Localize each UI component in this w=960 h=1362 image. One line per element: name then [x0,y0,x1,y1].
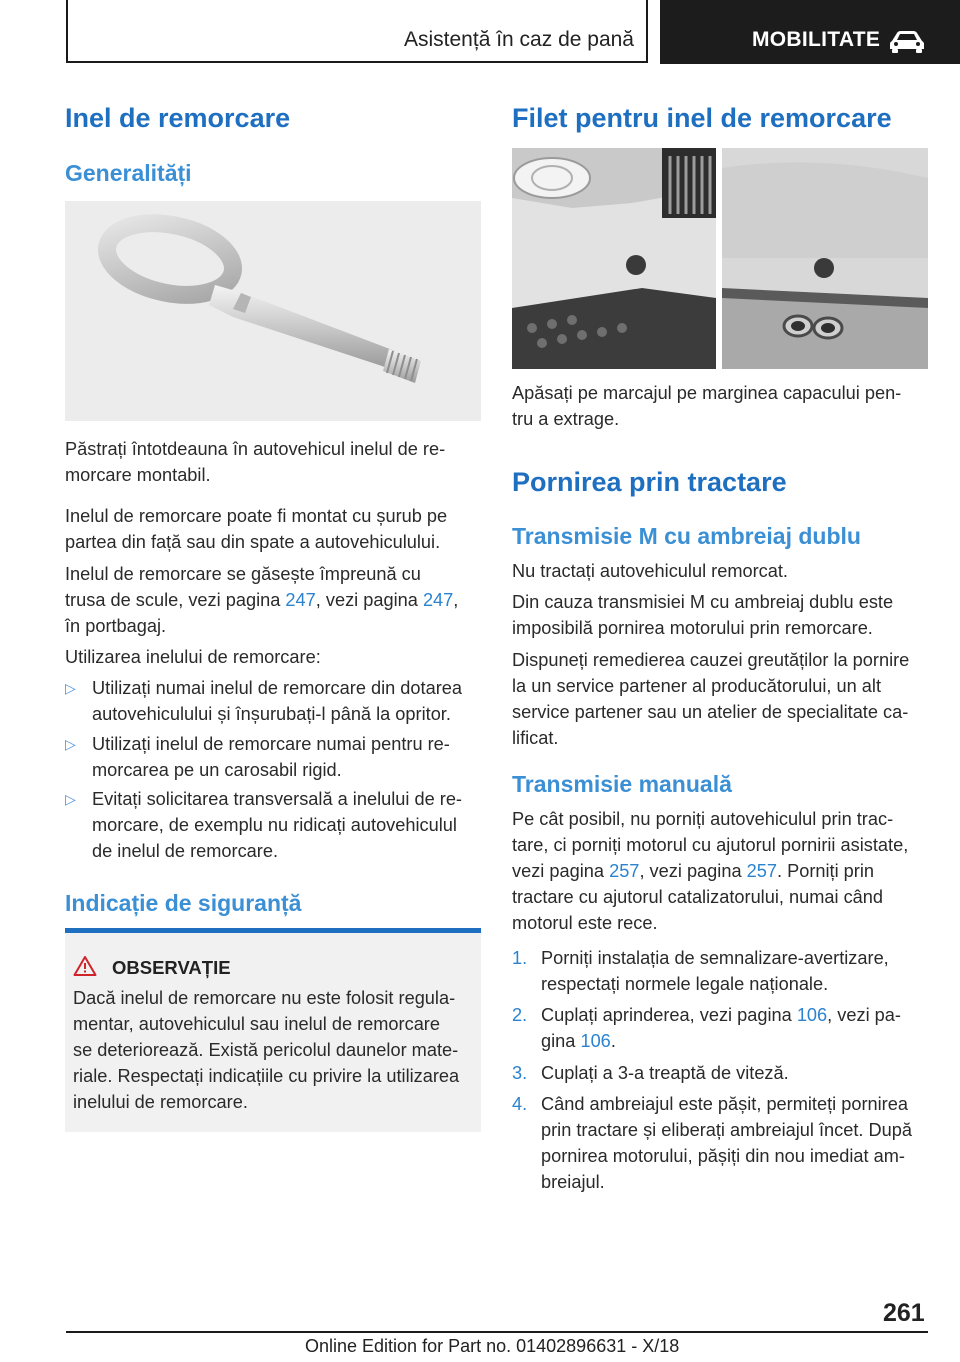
heading-tow-start: Pornirea prin tractare [512,467,787,497]
subheading-general: Generalități [65,160,192,186]
paragraph-location-sep: , vezi pagina [315,590,423,610]
step-text: breiajul. [541,1172,605,1192]
bullet-triangle-icon: ▷ [65,736,76,752]
header-section-title: Asistență în caz de pană [404,28,634,51]
paragraph-location [65,561,483,639]
paragraph-keep-ring: Păstrați întotdeauna în autovehicul inelul de re- morcare montabil. [65,439,446,485]
bullet-triangle-icon: ▷ [65,680,76,696]
paragraph-manual-line2: tare, ci porniți motorul cu ajutorul pornirii asistate, [512,835,909,855]
step-number: 1. [512,948,528,968]
footer-edition-text: Online Edition for Part no. 01402896631 - X/18 [305,1336,680,1356]
header-chapter-tab [660,0,960,64]
front-bumper-illustration [512,148,716,369]
paragraph-manual-sep: , vezi pagina [639,861,747,881]
footer-rule [66,1331,928,1333]
page-number: 261 [883,1299,925,1327]
rear-bumper-image [722,148,928,369]
paragraph-manual-line1: Pe cât posibil, nu porniți autovehiculul prin trac- [512,809,894,829]
paragraph-location-line1: Inelul de remorcare se găsește împreună cu [65,564,421,584]
paragraph-location-comma: , [453,590,459,610]
notice-box [65,933,481,1132]
paragraph-manual-start [512,806,930,936]
step-text: respectați normele legale naționale. [541,974,829,994]
page-link-257-first[interactable]: 257 [609,861,640,881]
step-item [541,1060,933,1086]
paragraph-service: Dispuneți remedierea cauzei greutăților la pornire la un service partener al producătorului, un alt service partener sau un atelier de specialitate ca- lificat. [512,650,910,748]
front-bumper-image [512,148,716,369]
step-number: 2. [512,1005,528,1025]
paragraph-manual-line5: motorul este rece. [512,913,658,933]
step-text: pornirea motorului, pășiți din nou imediat am- [541,1146,905,1166]
bullet-item: Utilizați numai inelul de remorcare din dotarea autovehiculului și înșurubați-l până la opritor. [92,678,462,724]
header-chapter-label: MOBILITATE [752,28,881,51]
bullet-triangle-icon: ▷ [65,791,76,807]
tow-ring-image [65,201,481,421]
page-link-257-second[interactable]: 257 [746,861,777,881]
bullet-item: Evitați solicitarea transversală a inelului de re- morcare, de exemplu nu ridicați autovehiculul de inelul de remorcare. [92,789,462,861]
page-link-106-second[interactable]: 106 [580,1031,611,1051]
paragraph-location-trunk: în portbagaj. [65,616,167,636]
step-text: . [610,1031,616,1051]
step-text: prin tractare și eliberați ambreiajul încet. După [541,1120,912,1140]
step-item [541,1002,933,1054]
paragraph-manual-text: vezi pagina [512,861,610,881]
step-text: , vezi pa- [827,1005,901,1025]
car-icon [888,28,926,54]
step-number: 4. [512,1094,528,1114]
paragraph-no-tow: Nu tractați autovehiculul remorcat. [512,561,788,581]
step-text: Porniți instalația de semnalizare-avertizare, [541,948,889,968]
paragraph-manual-line4: tractare cu ajutorul catalizatorului, numai când [512,887,884,907]
page-link-247-second[interactable]: 247 [422,590,454,610]
step-number: 3. [512,1063,528,1083]
header-section-box [66,0,648,63]
tow-ring-illustration [65,201,481,421]
bullet-item: Utilizați inelul de remorcare numai pentru re- morcarea pe un carosabil rigid. [92,734,450,780]
step-item [541,1091,933,1195]
page-link-106-first[interactable]: 106 [796,1005,828,1025]
subheading-dct: Transmisie M cu ambreiaj dublu [512,523,861,549]
step-text: Când ambreiajul este pășit, permiteți pornirea [541,1094,908,1114]
step-text: gina [541,1031,581,1051]
paragraph-usage-intro: Utilizarea inelului de remorcare: [65,647,321,667]
step-text: Cuplați aprinderea, vezi pagina [541,1005,797,1025]
warning-icon [73,955,97,977]
subheading-safety: Indicație de siguranță [65,890,302,916]
paragraph-dct-impossible: Din cauza transmisiei M cu ambreiaj dublu este imposibilă pornirea motorului prin remorcare. [512,592,894,638]
rear-bumper-illustration [722,148,928,369]
notice-text: Dacă inelul de remorcare nu este folosit regula- mentar, autovehiculul sau inelul de remorcare se deteriorează. Există pericolul daunelor mate- riale. Respectați indicațiile cu privire la utilizarea inelului de remorcare. [73,988,460,1112]
paragraph-location-text: trusa de scule, vezi pagina [65,590,286,610]
step-item [541,945,933,997]
step-text: Cuplați a 3-a treaptă de viteză. [541,1063,789,1083]
caption-press-cover: Apăsați pe marcajul pe marginea capacului pen- tru a extrage. [512,383,902,429]
paragraph-manual-tail: . Porniți prin [776,861,875,881]
paragraph-mount-front-rear: Inelul de remorcare poate fi montat cu șurub pe partea din față sau din spate a autovehiculului. [65,506,448,552]
heading-tow-ring: Inel de remorcare [65,103,291,133]
notice-title: OBSERVAȚIE [112,957,231,978]
heading-thread: Filet pentru inel de remorcare [512,103,892,133]
subheading-manual: Transmisie manuală [512,771,732,797]
page-link-247-first[interactable]: 247 [285,590,316,610]
